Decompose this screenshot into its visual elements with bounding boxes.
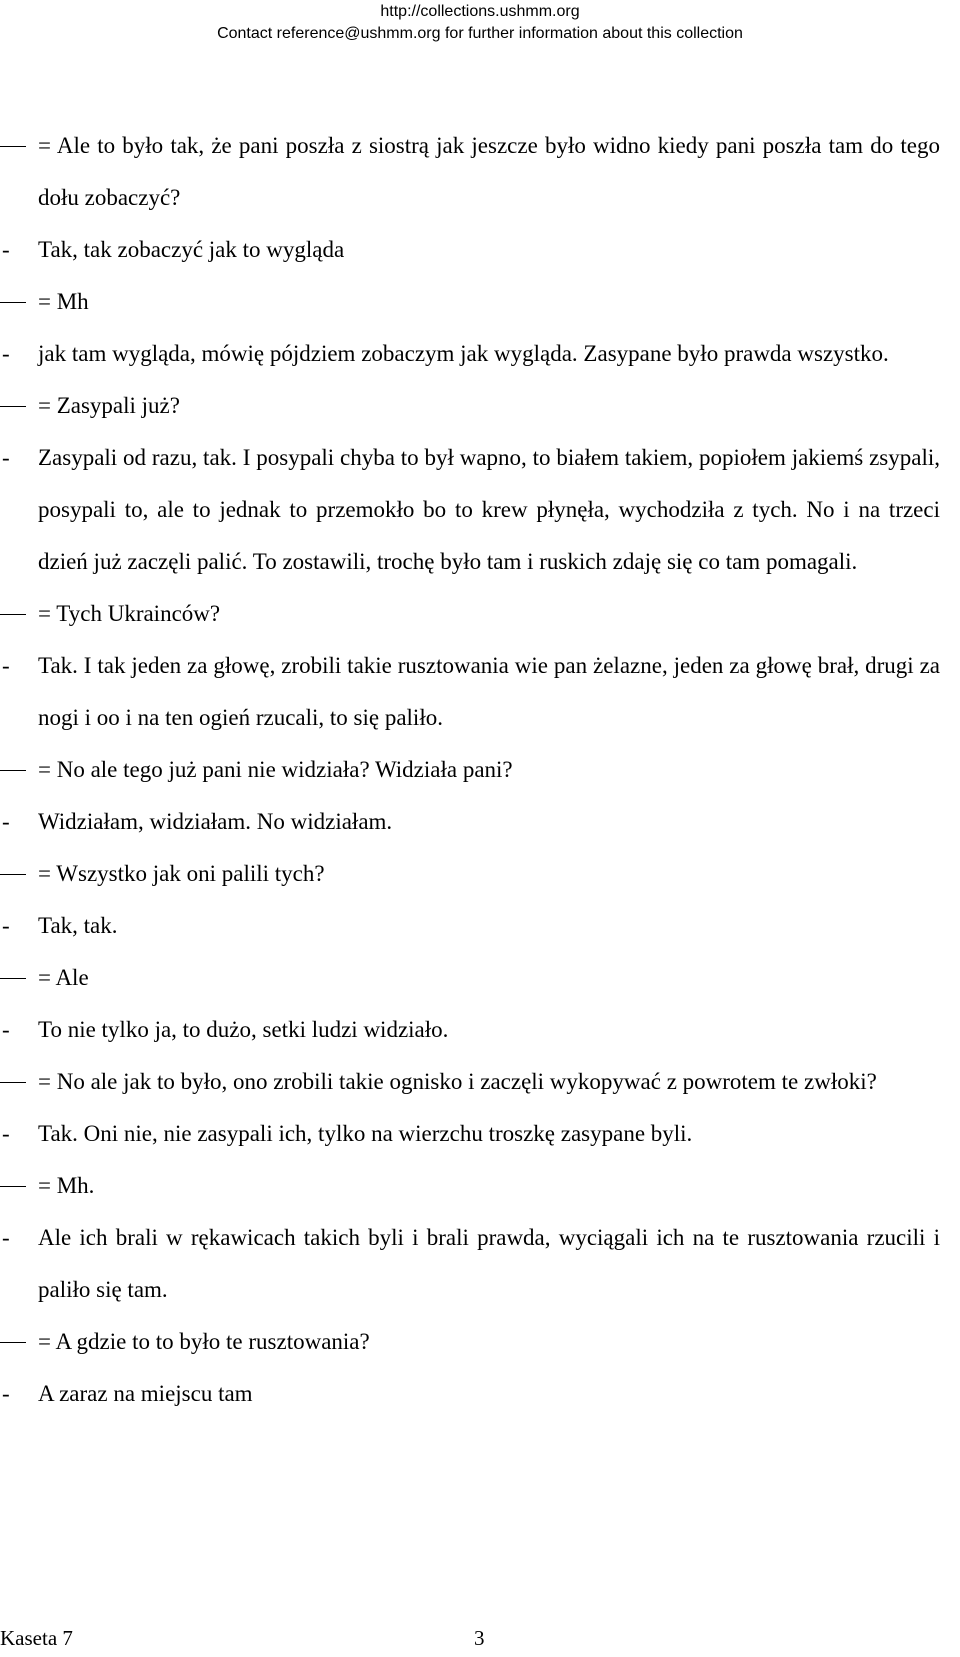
answer-entry bbox=[0, 900, 960, 952]
question-dash-marker bbox=[0, 588, 26, 640]
answer-dash-marker: - bbox=[2, 809, 10, 834]
contact-line: Contact reference@ushmm.org for further information about this collection bbox=[217, 25, 743, 42]
entry-text: = A gdzie to to było te rusztowania? bbox=[38, 1329, 370, 1354]
answer-entry bbox=[0, 224, 960, 276]
answer-entry bbox=[0, 1212, 960, 1316]
entry-text: = Wszystko jak oni palili tych? bbox=[38, 861, 325, 886]
entry-text: Tak. Oni nie, nie zasypali ich, tylko na wierzchu troszkę zasypane byli. bbox=[38, 1121, 693, 1146]
entry-text: A zaraz na miejscu tam bbox=[38, 1381, 253, 1406]
question-entry bbox=[0, 1056, 960, 1108]
question-entry bbox=[0, 588, 960, 640]
entry-text: = Ale bbox=[38, 965, 89, 990]
question-dash-marker bbox=[0, 1056, 26, 1108]
entry-text: = Tych Ukrainców? bbox=[38, 601, 221, 626]
question-dash-marker bbox=[0, 120, 26, 172]
entry-text: Tak, tak zobaczyć jak to wygląda bbox=[38, 237, 345, 262]
answer-entry bbox=[0, 1108, 960, 1160]
question-dash-marker bbox=[0, 744, 26, 796]
question-dash-marker bbox=[0, 1160, 26, 1212]
answer-entry bbox=[0, 432, 960, 588]
answer-dash-marker: - bbox=[2, 341, 10, 366]
question-entry bbox=[0, 848, 960, 900]
answer-dash-marker: - bbox=[2, 1121, 10, 1146]
entry-text: = Zasypali już? bbox=[38, 393, 180, 418]
answer-entry bbox=[0, 1368, 960, 1420]
entry-text: Ale ich brali w rękawicach takich byli i brali prawda, wyciągali ich na te rusztowania rzucili i paliło się tam. bbox=[38, 1225, 940, 1302]
question-entry bbox=[0, 380, 960, 432]
question-entry bbox=[0, 1316, 960, 1368]
entry-text: = Mh bbox=[38, 289, 89, 314]
question-dash-marker bbox=[0, 276, 26, 328]
entry-text: = No ale jak to było, ono zrobili takie ognisko i zaczęli wykopywać z powrotem te zwłoki? bbox=[38, 1069, 877, 1094]
answer-entry bbox=[0, 640, 960, 744]
answer-dash-marker: - bbox=[2, 913, 10, 938]
entry-text: jak tam wygląda, mówię pójdziem zobaczym jak wygląda. Zasypane było prawda wszystko. bbox=[38, 341, 889, 366]
collection-url: http://collections.ushmm.org bbox=[380, 3, 580, 20]
entry-text: Zasypali od razu, tak. I posypali chyba to był wapno, to białem takiem, popiołem jakiemś zsypali, posypali to, ale to jednak to przemokło bo to krew płynęła, wychodziła z tych. No i na trzeci dzień już zaczęli palić. To zostawili, trochę było tam i ruskich zdaję się co tam pomagali. bbox=[38, 445, 940, 574]
answer-dash-marker: - bbox=[2, 1225, 10, 1250]
entry-text: Tak. I tak jeden za głowę, zrobili takie rusztowania wie pan żelazne, jeden za głowę brał, drugi za nogi i oo i na ten ogień rzucali, to się paliło. bbox=[38, 653, 940, 730]
question-entry bbox=[0, 744, 960, 796]
answer-dash-marker: - bbox=[2, 653, 10, 678]
interview-transcript bbox=[0, 120, 960, 1420]
question-entry bbox=[0, 1160, 960, 1212]
answer-dash-marker: - bbox=[2, 237, 10, 262]
entry-text: = Ale to było tak, że pani poszła z siostrą jak jeszcze było widno kiedy pani poszła tam do tego dołu zobaczyć? bbox=[38, 133, 940, 210]
answer-entry bbox=[0, 328, 960, 380]
answer-dash-marker: - bbox=[2, 1381, 10, 1406]
tape-label: Kaseta 7 bbox=[0, 1626, 73, 1650]
answer-dash-marker: - bbox=[2, 1017, 10, 1042]
answer-entry bbox=[0, 1004, 960, 1056]
answer-dash-marker: - bbox=[2, 445, 10, 470]
entry-text: Tak, tak. bbox=[38, 913, 118, 938]
question-dash-marker bbox=[0, 1316, 26, 1368]
question-dash-marker bbox=[0, 848, 26, 900]
page-header bbox=[0, 0, 960, 45]
question-entry bbox=[0, 120, 960, 224]
question-dash-marker bbox=[0, 380, 26, 432]
page-number: 3 bbox=[474, 1626, 485, 1650]
entry-text: Widziałam, widziałam. No widziałam. bbox=[38, 809, 393, 834]
entry-text: = No ale tego już pani nie widziała? Widziała pani? bbox=[38, 757, 513, 782]
entry-text: = Mh. bbox=[38, 1173, 95, 1198]
answer-entry bbox=[0, 796, 960, 848]
question-dash-marker bbox=[0, 952, 26, 1004]
question-entry bbox=[0, 276, 960, 328]
question-entry bbox=[0, 952, 960, 1004]
entry-text: To nie tylko ja, to dużo, setki ludzi widziało. bbox=[38, 1017, 449, 1042]
